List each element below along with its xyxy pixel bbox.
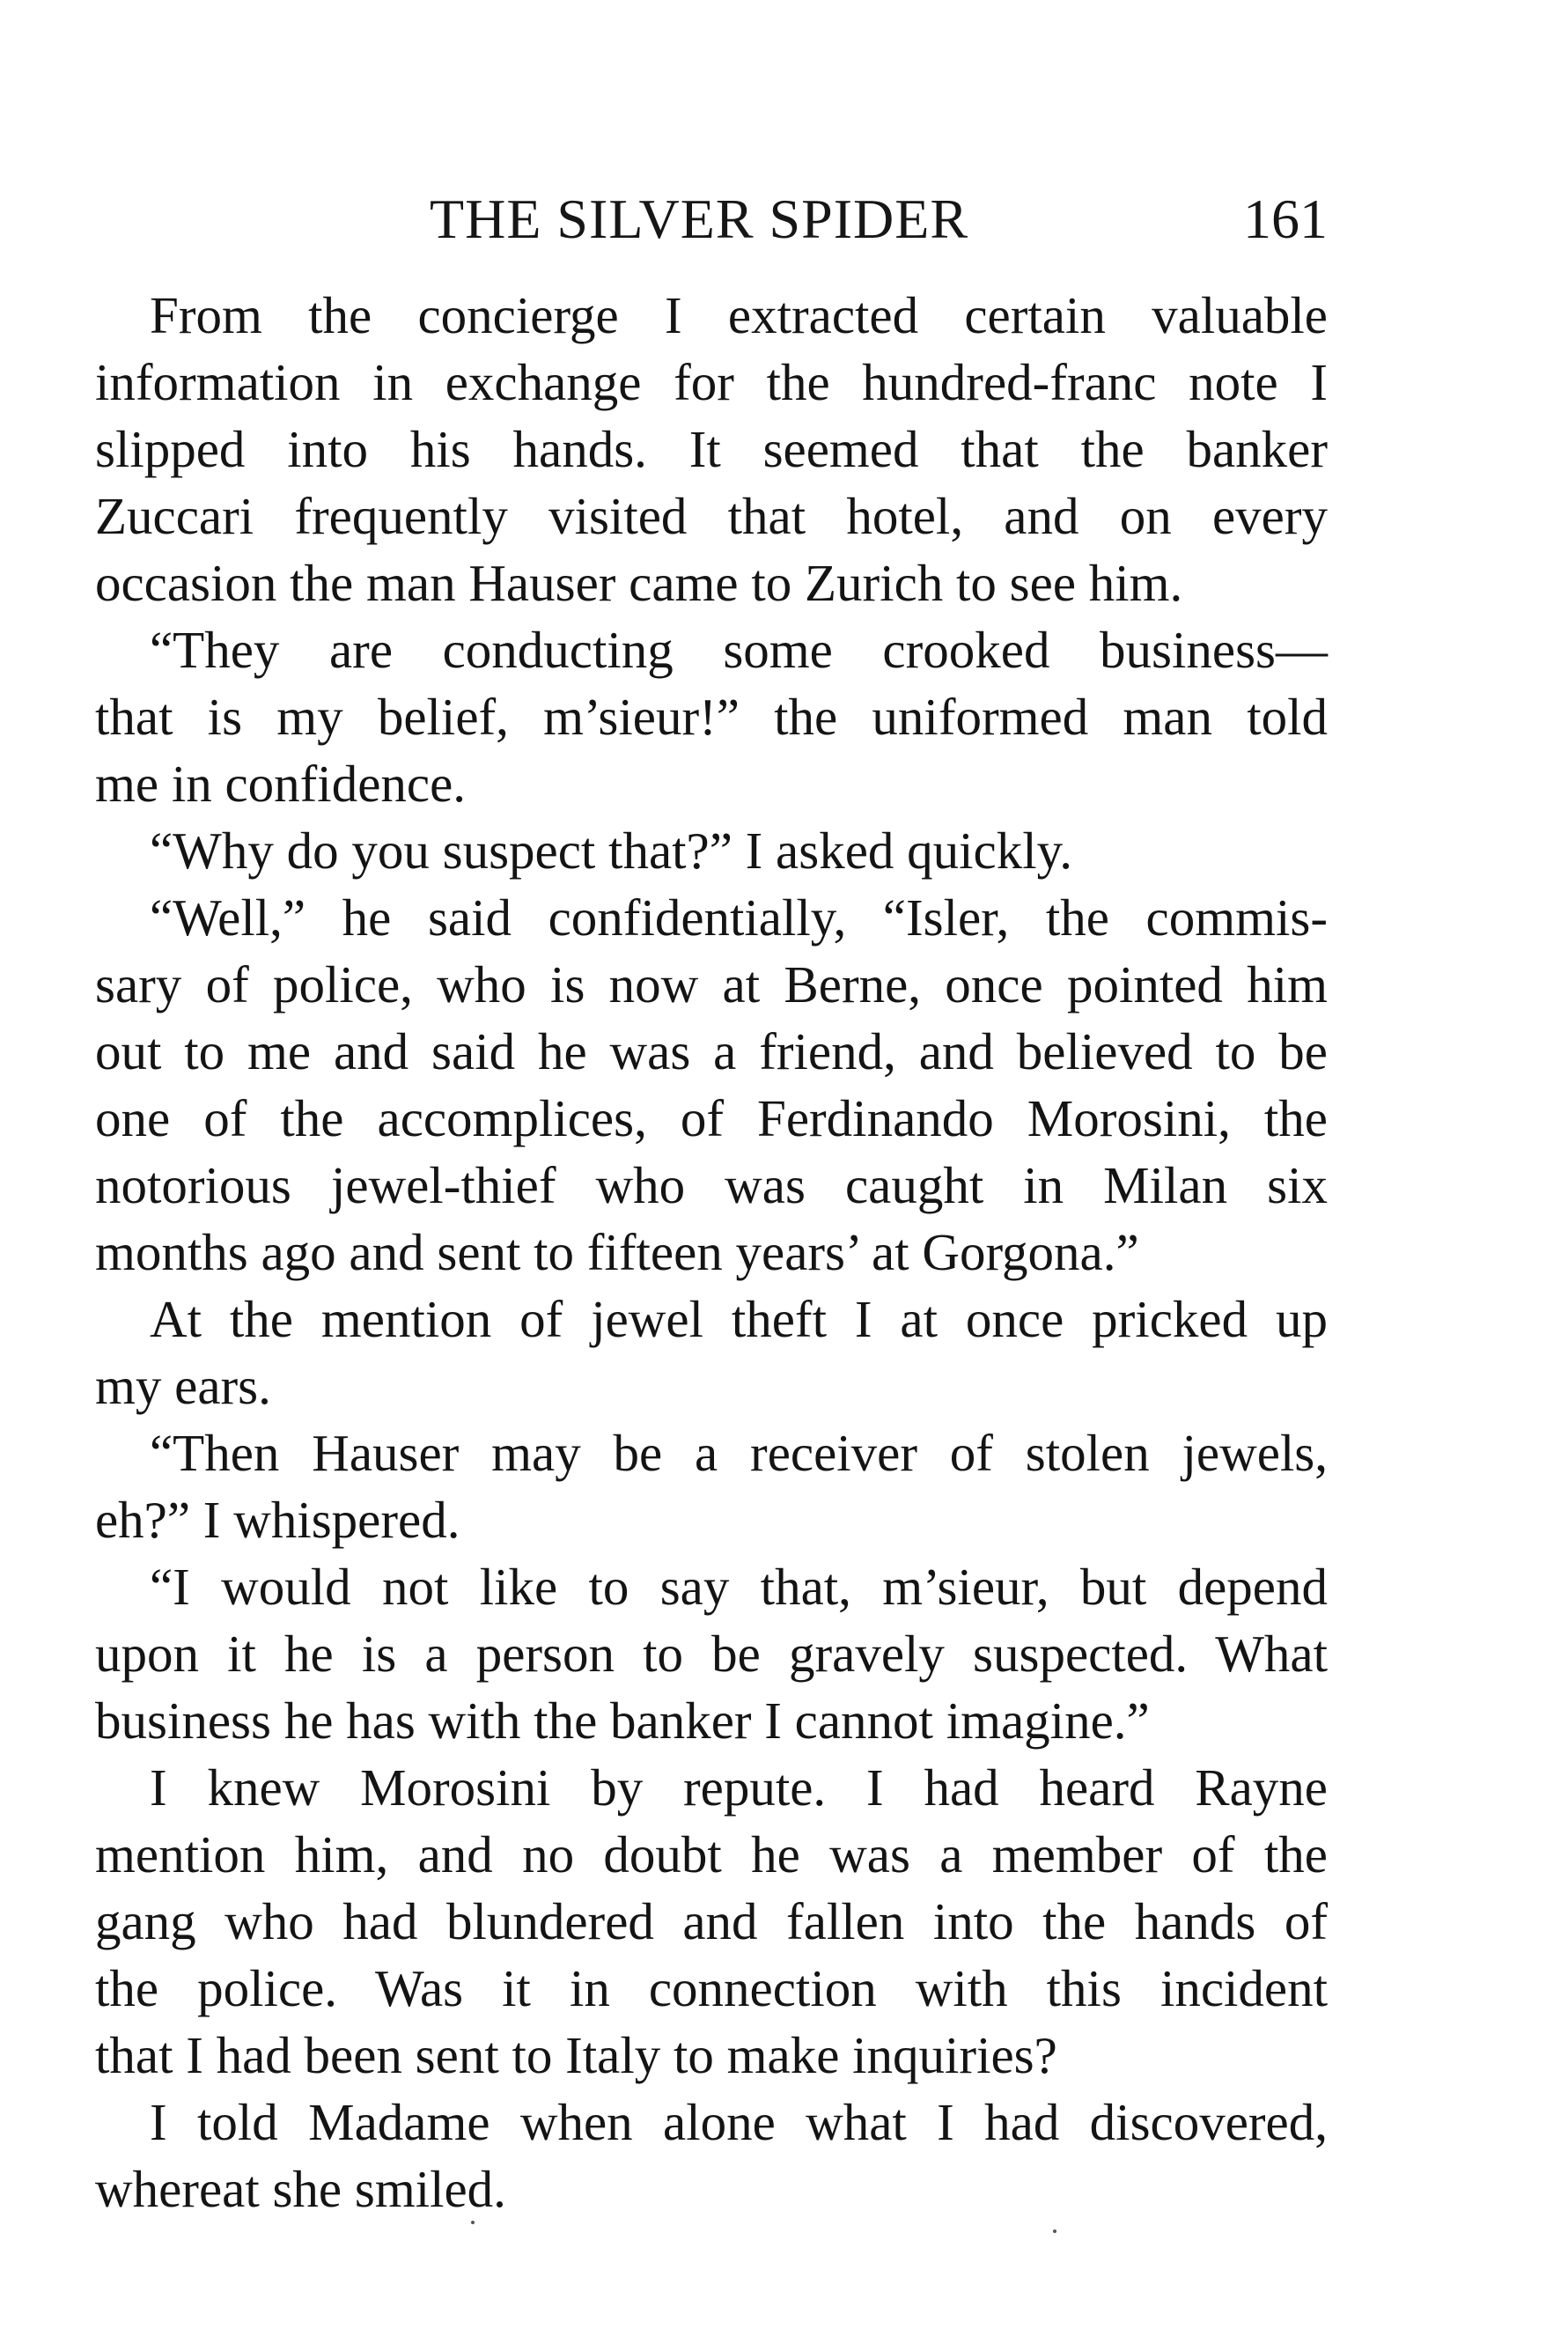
text-line: “They are conducting some crooked business— — [150, 621, 1328, 679]
page-number: 161 — [1243, 188, 1328, 250]
text-line: mention him, and no doubt he was a member of the — [95, 1825, 1328, 1883]
text-line: “Why do you suspect that?” I asked quickly. — [150, 822, 1073, 880]
text-line: occasion the man Hauser came to Zurich to see him. — [95, 554, 1183, 612]
text-line: “I would not like to say that, m’sieur, but depend — [150, 1558, 1328, 1616]
page-header — [95, 187, 1328, 257]
text-line: my ears. — [95, 1357, 271, 1415]
text-line: slipped into his hands. It seemed that the banker — [95, 420, 1328, 478]
text-line: information in exchange for the hundred-franc note I — [95, 353, 1328, 411]
ink-speck — [1053, 2230, 1056, 2233]
text-line: From the concierge I extracted certain valuable — [150, 286, 1328, 344]
text-line: whereat she smiled. — [95, 2160, 506, 2218]
body-text — [95, 282, 1328, 2222]
text-line: that is my belief, m’sieur!” the uniformed man told — [95, 688, 1328, 746]
text-line: notorious jewel-thief who was caught in Milan six — [95, 1156, 1328, 1214]
text-line: eh?” I whispered. — [95, 1491, 460, 1549]
text-line: gang who had blundered and fallen into the hands of — [95, 1892, 1328, 1950]
text-line: months ago and sent to fifteen years’ at Gorgona.” — [95, 1223, 1139, 1281]
text-line: I knew Morosini by repute. I had heard Rayne — [150, 1758, 1328, 1817]
text-line: At the mention of jewel theft I at once pricked up — [150, 1290, 1328, 1348]
text-line: Zuccari frequently visited that hotel, and on every — [95, 487, 1328, 545]
text-line: out to me and said he was a friend, and believed to be — [95, 1022, 1328, 1080]
text-line: the police. Was it in connection with this incident — [95, 1959, 1328, 2017]
text-line: “Then Hauser may be a receiver of stolen jewels, — [150, 1424, 1328, 1482]
text-line: sary of police, who is now at Berne, once pointed him — [95, 955, 1328, 1013]
text-line: “Well,” he said confidentially, “Isler, the commis- — [150, 888, 1328, 947]
text-line: me in confidence. — [95, 755, 467, 813]
text-line: upon it he is a person to be gravely suspected. What — [95, 1625, 1328, 1683]
text-line: business he has with the banker I cannot imagine.” — [95, 1691, 1150, 1750]
text-line: one of the accomplices, of Ferdinando Morosini, the — [95, 1089, 1328, 1147]
running-title: THE SILVER SPIDER — [430, 188, 969, 250]
text-line: I told Madame when alone what I had discovered, — [150, 2093, 1328, 2151]
ink-speck — [471, 2221, 475, 2224]
text-line: that I had been sent to Italy to make inquiries? — [95, 2026, 1057, 2084]
